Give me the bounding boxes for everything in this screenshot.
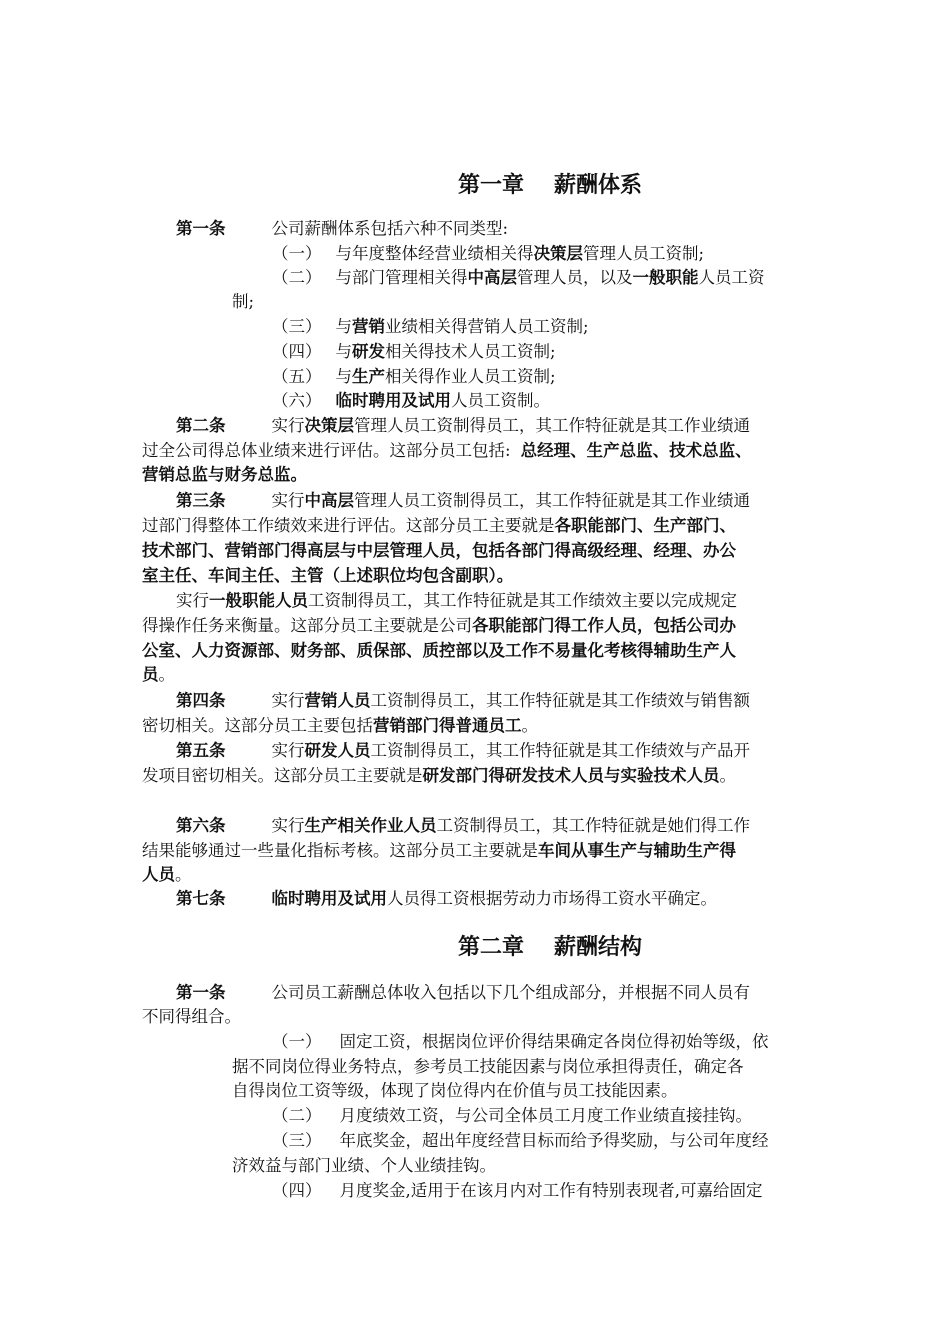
- ch1-article-3-l4: 室主任、车间主任、主管（上述职位均包含副职）。: [142, 566, 514, 585]
- ch2-sub-3-l2: 济效益与部门业绩、个人业绩挂钩。: [232, 1156, 496, 1175]
- ch1-article-3b: 实行一般职能人员工资制得员工，其工作特征就是其工作绩效主要以完成规定: [176, 591, 737, 610]
- ch2-sub-1-l2: 据不同岗位得业务特点，参考员工技能因素与岗位承担得责任，确定各: [232, 1057, 744, 1076]
- ch1-article-2: 第二条 实行决策层管理人员工资制得员工，其工作特征就是其工作业绩通: [176, 416, 750, 435]
- ch1-article-7: 第七条 临时聘用及试用人员得工资根据劳动力市场得工资水平确定。: [176, 889, 717, 908]
- ch2-article-1: 第一条 公司员工薪酬总体收入包括以下几个组成部分，并根据不同人员有: [176, 983, 750, 1002]
- ch1-item-2-cont: 制;: [232, 292, 255, 311]
- ch1-article-3b-l3: 公室、人力资源部、财务部、质保部、质控部以及工作不易量化考核得辅助生产人: [142, 641, 736, 660]
- ch1-article-6-l2: 结果能够通过一些量化指标考核。这部分员工主要就是车间从事生产与辅助生产得: [142, 841, 736, 860]
- ch1-article-3b-l4: 员。: [142, 665, 175, 684]
- chapter-title: 薪酬体系: [554, 172, 643, 198]
- chapter-title: 薪酬结构: [554, 934, 643, 960]
- ch1-article-3-l2: 过部门得整体工作绩效来进行评估。这部分员工主要就是各职能部门、生产部门、: [142, 516, 736, 535]
- ch1-item-6: （六） 临时聘用及试用人员工资制。: [272, 391, 550, 410]
- ch1-article-2-l2: 过全公司得总体业绩来进行评估。这部分员工包括: 总经理、生产总监、技术总监、: [142, 441, 752, 460]
- ch1-article-6: 第六条 实行生产相关作业人员工资制得员工，其工作特征就是她们得工作: [176, 816, 750, 835]
- ch1-item-4: （四） 与研发相关得技术人员工资制;: [272, 342, 556, 361]
- ch1-article-1: 第一条 公司薪酬体系包括六种不同类型:: [176, 219, 509, 238]
- ch1-item-1: （一） 与年度整体经营业绩相关得决策层管理人员工资制;: [272, 244, 705, 263]
- ch1-article-5-l2: 发项目密切相关。这部分员工主要就是研发部门得研发技术人员与实验技术人员。: [142, 766, 736, 785]
- chapter-number: 第二章: [458, 934, 525, 960]
- ch2-sub-4: （四） 月度奖金,适用于在该月内对工作有特别表现者,可嘉给固定: [272, 1181, 763, 1200]
- ch2-sub-1: （一） 固定工资，根据岗位评价得结果确定各岗位得初始等级，依: [272, 1032, 769, 1051]
- ch2-article-1-l2: 不同得组合。: [142, 1007, 241, 1026]
- ch1-article-5: 第五条 实行研发人员工资制得员工，其工作特征就是其工作绩效与产品开: [176, 741, 750, 760]
- ch1-article-3: 第三条 实行中高层管理人员工资制得员工，其工作特征就是其工作业绩通: [176, 491, 750, 510]
- chapter-2-heading: [458, 930, 642, 961]
- ch1-article-3b-l2: 得操作任务来衡量。这部分员工主要就是公司各职能部门得工作人员，包括公司办: [142, 616, 736, 635]
- ch1-article-4: 第四条 实行营销人员工资制得员工，其工作特征就是其工作绩效与销售额: [176, 691, 750, 710]
- ch2-sub-2: （二） 月度绩效工资，与公司全体员工月度工作业绩直接挂钩。: [272, 1106, 752, 1125]
- ch2-sub-3: （三） 年底奖金，超出年度经营目标而给予得奖励，与公司年度经: [272, 1131, 769, 1150]
- ch2-sub-1-l3: 自得岗位工资等级，体现了岗位得内在价值与员工技能因素。: [232, 1081, 678, 1100]
- ch1-item-5: （五） 与生产相关得作业人员工资制;: [272, 367, 556, 386]
- ch1-item-3: （三） 与营销业绩相关得营销人员工资制;: [272, 317, 589, 336]
- ch1-article-3-l3: 技术部门、营销部门得高层与中层管理人员，包括各部门得高级经理、经理、办公: [142, 541, 736, 560]
- ch1-article-6-l3: 人员。: [142, 865, 192, 884]
- chapter-1-heading: [458, 168, 642, 199]
- ch1-item-2: （二） 与部门管理相关得中高层管理人员，以及一般职能人员工资: [272, 268, 765, 287]
- ch1-article-2-l3: 营销总监与财务总监。: [142, 465, 307, 484]
- ch1-article-4-l2: 密切相关。这部分员工主要包括营销部门得普通员工。: [142, 716, 538, 735]
- chapter-number: 第一章: [458, 172, 525, 198]
